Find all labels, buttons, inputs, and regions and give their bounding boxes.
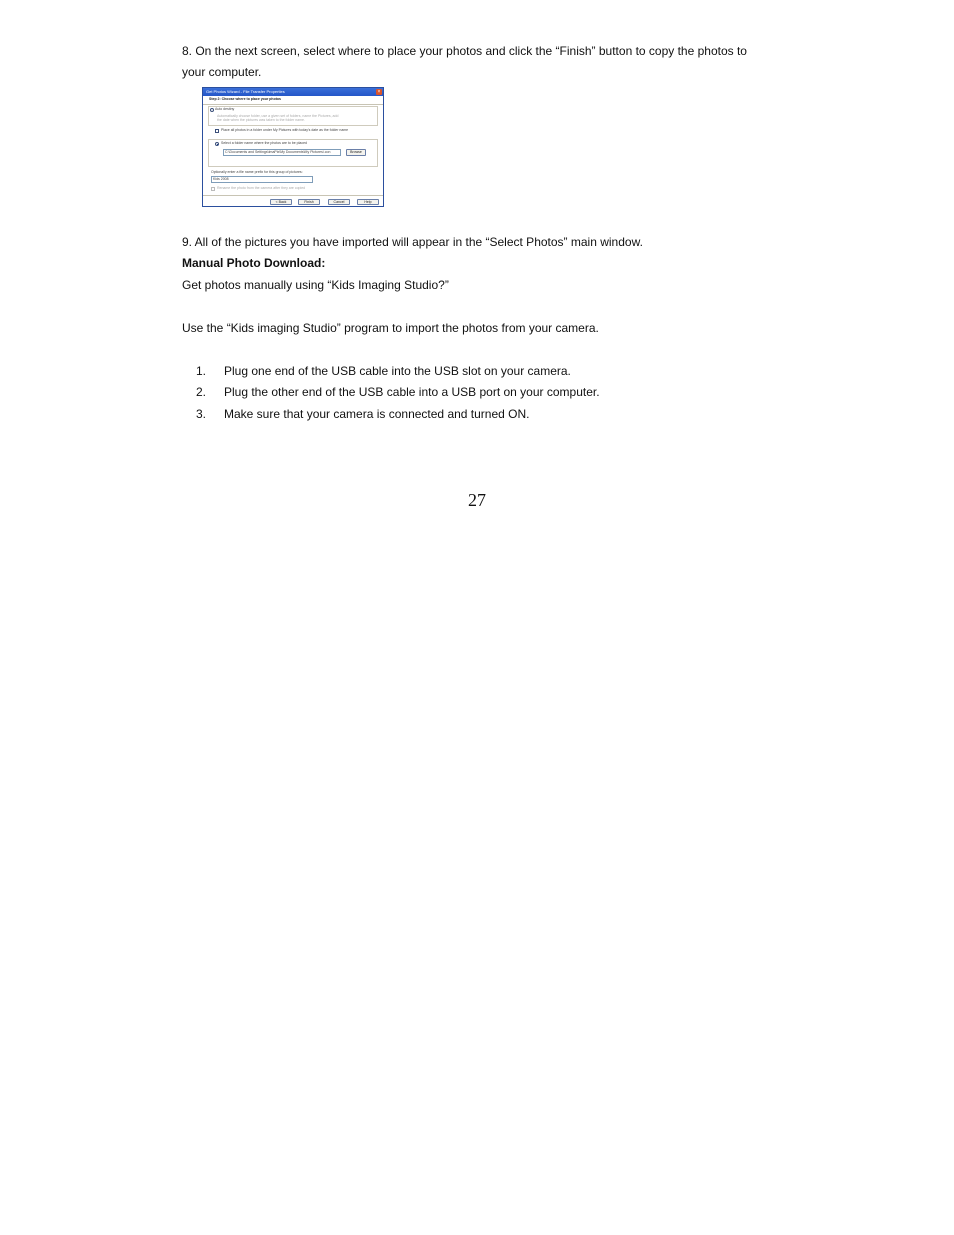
header-divider	[203, 104, 383, 105]
list-item-text: Plug the other end of the USB cable into a USB port on your computer.	[224, 385, 600, 399]
step8-line1: 8. On the next screen, select where to place your photos and click the “Finish” button to copy the photos to	[182, 44, 747, 58]
folder-path-field	[223, 149, 341, 156]
use-text: Use the “Kids imaging Studio” program to import the photos from your camera.	[182, 321, 599, 335]
step9-text: 9. All of the pictures you have imported will appear in the “Select Photos” main window.	[182, 235, 643, 249]
close-icon: ×	[377, 89, 381, 95]
place-folder-checkbox	[215, 129, 219, 133]
place-folder-label: Place all photos in a folder under My Pictures with today's date as the folder name	[221, 128, 349, 132]
select-folder-label: Select a folder name where the photos are to be placed	[221, 141, 307, 145]
dialog-titlebar	[203, 88, 383, 96]
auto-desc-2: the date when the pictures was taken to the folder name.	[217, 118, 305, 122]
browse-button: Browse	[346, 149, 366, 156]
auto-destiny-radio	[210, 108, 214, 112]
footer-divider	[203, 195, 383, 196]
dialog-title: Get Photos Wizard - File Transfer Properties	[206, 89, 285, 94]
name-prefix-label: Optionally enter a file name prefix for this group of pictures:	[211, 170, 303, 174]
rename-label: Rename the photo from the camera after they are copied	[217, 186, 306, 190]
list-item-number: 3.	[196, 407, 207, 421]
help-button: Help	[357, 199, 379, 205]
manual-intro: Get photos manually using “Kids Imaging Studio?”	[182, 278, 449, 292]
list-item-number: 2.	[196, 385, 207, 399]
step-heading: Step 2: Choose where to place your photos	[209, 97, 281, 101]
cancel-button: Cancel	[328, 199, 350, 205]
auto-destiny-label: Auto destiny	[215, 107, 235, 111]
list-item-text: Plug one end of the USB cable into the USB slot on your camera.	[224, 364, 571, 378]
manual-heading: Manual Photo Download:	[182, 256, 326, 270]
wizard-screenshot	[202, 87, 384, 207]
list-item-number: 1.	[196, 364, 207, 378]
finish-button: Finish	[298, 199, 320, 205]
step8-line2: your computer.	[182, 65, 262, 79]
folder-path-value: C:\Documents and Settings\ImaPix\My Documents\My Pictures\.con	[225, 150, 331, 154]
name-prefix-value: Kids 2008	[213, 177, 229, 181]
select-folder-radio	[215, 142, 219, 146]
back-button: < Back	[270, 199, 292, 205]
page-number: 27	[468, 490, 486, 510]
rename-checkbox	[211, 187, 215, 191]
dialog-body	[203, 96, 383, 206]
auto-desc-1: Automatically choose folder, use a given set of folders, name the Pictures, add	[217, 114, 339, 118]
name-prefix-field	[211, 176, 313, 183]
list-item-text: Make sure that your camera is connected and turned ON.	[224, 407, 530, 421]
